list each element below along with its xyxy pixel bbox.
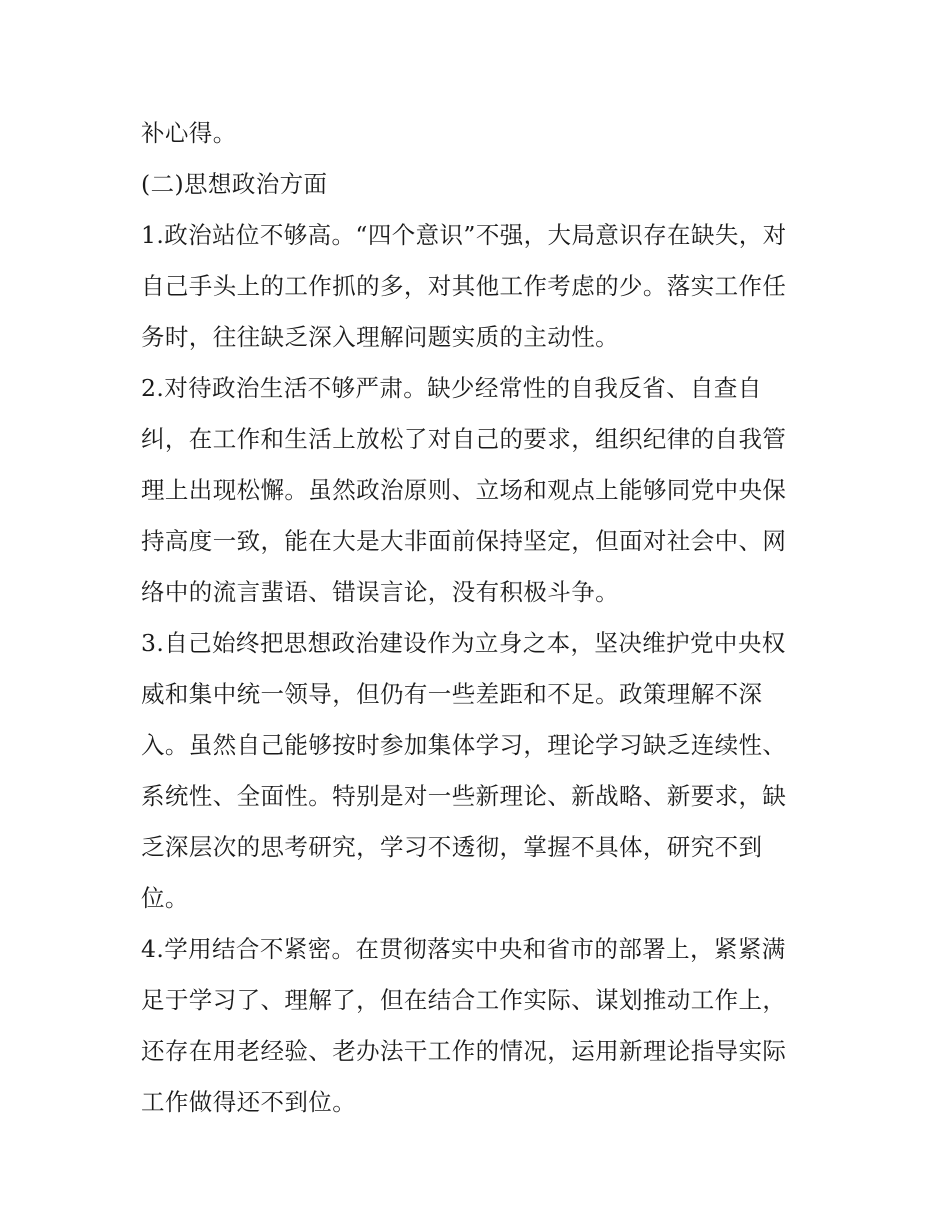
- text-line: 2.对待政治生活不够严肃。缺少经常性的自我反省、自查自: [141, 374, 762, 402]
- text-line: 乏深层次的思考研究，学习不透彻，掌握不具体，研究不到: [141, 833, 763, 861]
- text-line: 纠，在工作和生活上放松了对自己的要求，组织纪律的自我管: [141, 425, 787, 453]
- section-heading: (二)思想政治方面: [141, 170, 328, 198]
- text-line: 工作做得还不到位。: [141, 1088, 357, 1116]
- text-line: 还存在用老经验、老办法干工作的情况，运用新理论指导实际: [141, 1037, 787, 1065]
- text-line: 足于学习了、理解了，但在结合工作实际、谋划推动工作上，: [141, 986, 787, 1014]
- text-line: 4.学用结合不紧密。在贯彻落实中央和省市的部署上，紧紧满: [141, 935, 786, 963]
- text-line: 威和集中统一领导，但仍有一些差距和不足。政策理解不深: [141, 680, 763, 708]
- text-line: 1.政治站位不够高。“四个意识”不强，大局意识存在缺失，对: [141, 221, 787, 249]
- document-body: [141, 108, 821, 1128]
- text-line: 位。: [141, 884, 189, 912]
- text-line: 络中的流言蜚语、错误言论，没有积极斗争。: [141, 578, 619, 606]
- text-line: 理上出现松懈。虽然政治原则、立场和观点上能够同党中央保: [141, 476, 787, 504]
- text-line: 务时，往往缺乏深入理解问题实质的主动性。: [141, 323, 619, 351]
- text-line: 入。虽然自己能够按时参加集体学习，理论学习缺乏连续性、: [141, 731, 787, 759]
- text-line: 3.自己始终把思想政治建设作为立身之本，坚决维护党中央权: [141, 629, 786, 657]
- text-line: 系统性、全面性。特别是对一些新理论、新战略、新要求，缺: [141, 782, 787, 810]
- text-line: 补心得。: [141, 119, 237, 147]
- text-line: 自己手头上的工作抓的多，对其他工作考虑的少。落实工作任: [141, 272, 787, 300]
- text-line: 持高度一致，能在大是大非面前保持坚定，但面对社会中、网: [141, 527, 787, 555]
